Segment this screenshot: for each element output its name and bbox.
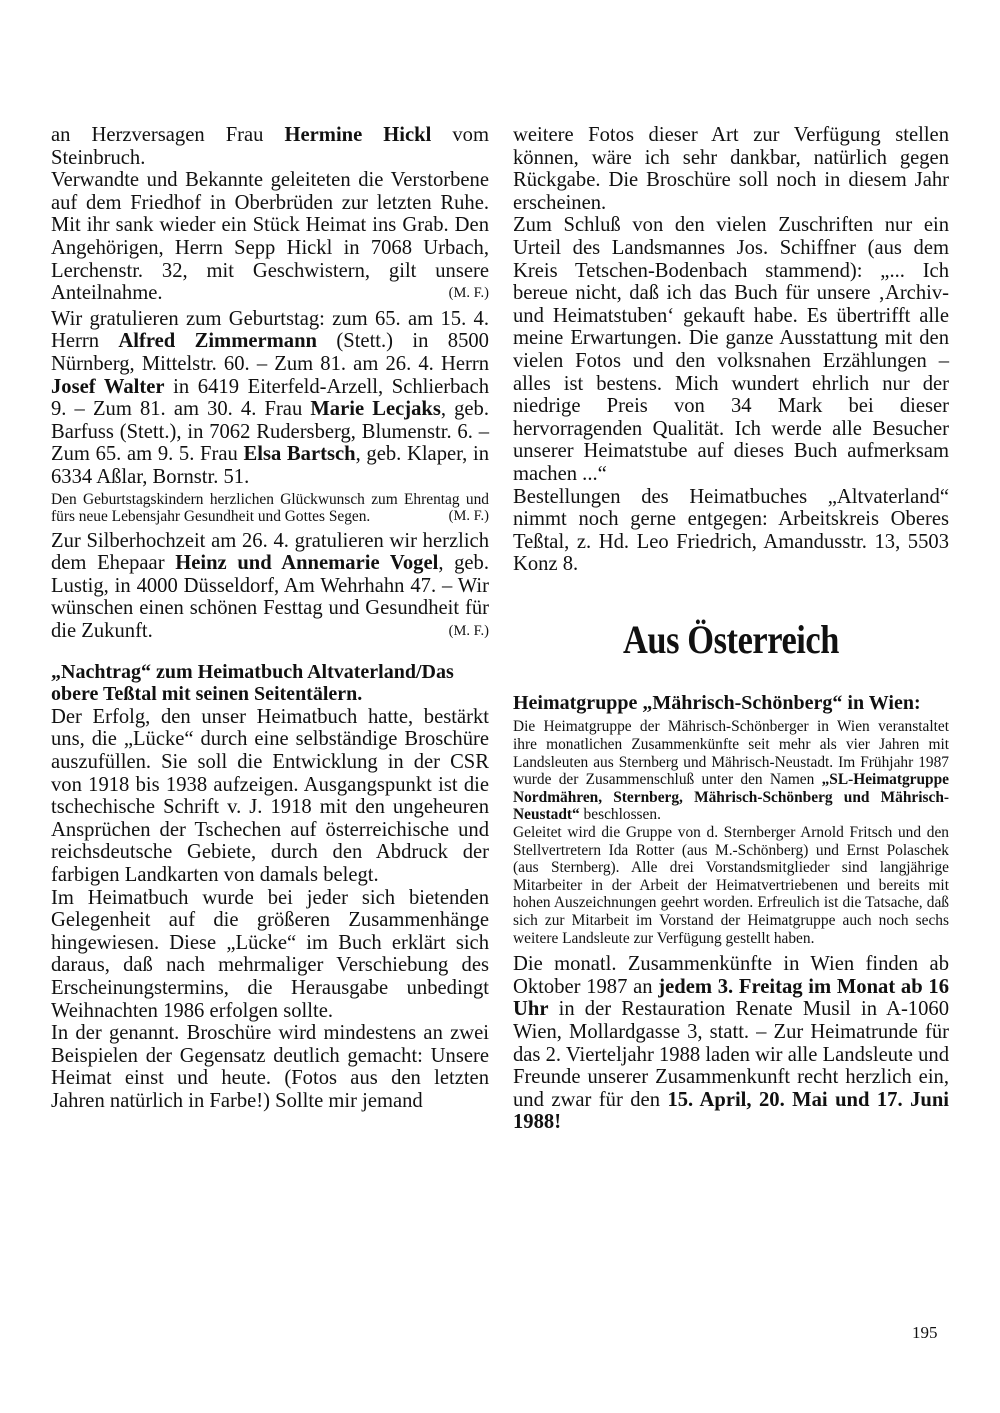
text-run: , geb. Barfuss (Stett.), in 7062 Rudersberg, Blumenstr. 6. – Zum 65. am 9. 5. Frau	[51, 398, 489, 466]
text-run: Zum Schluß von den vielen Zuschriften nur ein Urteil des Landsmannes Jos. Schiffner (aus dem Kreis Tetschen-Bodenbach stammend): „... Ich bereue nicht, daß ich das Buch für unsere ‚Archiv- und Heimatstuben‘ gekauft habe. Es übertrifft alle meine Erwartungen. Die ganze Ausstattung mit den vielen Fotos und den volksnahen Erzählungen – alles ist bestens. Mich wundert ehrlich nur der niedrige Preis von 34 Mark bei dieser hervorragenden Qualität. Ich werde alle Besucher unserer Heimatstube auf dieses Buch aufmerksam machen ...“	[513, 214, 949, 485]
anniversary-congratulations	[51, 530, 489, 643]
bold-name: Marie Lecjaks	[310, 398, 441, 421]
text-run: Die Heimatgruppe der Mährisch-Schönberger in Wien veranstaltet ihre monatlichen Zusammenkünfte seit mehr als vier Jahren mit Landsleuten aus Sternberg und Mährisch-Neustadt. Im Frühjahr 1987 wurde der Zusammenschluß unter den Namen	[513, 718, 949, 789]
text-run: weitere Fotos dieser Art zur Verfügung stellen können, wäre ich sehr dankbar, natürlich gegen Rückgabe. Die Broschüre soll noch in diesem Jahr erscheinen.	[513, 124, 949, 214]
text-run: in der Restauration Renate Musil in A-1060 Wien, Mollardgasse 3, statt. – Zur Heimatrunde für das 2. Vierteljahr 1988 laden wir alle Landsleute und Freunde unserer Zusammenkunft recht herzlich ein, und zwar für den	[513, 998, 949, 1111]
text-run: Geleitet wird die Gruppe von d. Sternberger Arnold Fritsch und den Stellvertretern Ida Rotter (aus M.-Schönberg) und Ernst Polaschek (aus Sternberg). Alle drei Vorstandsmitglieder sind langjährige Mitarbeiter in der Arbeit der Heimatvertriebenen und bereits mit hohen Auszeichnungen geehrt worden. Erfreulich ist die Tatsache, daß sich zur Mitarbeit im Vorstand der Heimatgruppe auch noch sechs weitere Landsleute zur Verfügung gestellt haben.	[513, 824, 949, 947]
text-run: Die monatl. Zusammenkünfte in Wien finden ab Oktober 1987 an	[513, 953, 949, 998]
text-run: (Stett.) in 8500 Nürnberg, Mittelstr. 60. – Zum 81. am 26. 4. Herrn	[51, 330, 489, 375]
left-column	[51, 124, 489, 1113]
text-run: Zur Silberhochzeit am 26. 4. gratulieren wir herzlich dem Ehepaar	[51, 529, 489, 575]
article-paragraph	[51, 706, 489, 887]
page-number: 195	[912, 1323, 938, 1342]
bold-name: 15. April, 20. Mai und 17. Juni 1988!	[513, 1088, 949, 1134]
group-news	[513, 718, 949, 824]
text-run: beschlossen.	[579, 806, 661, 824]
right-column	[513, 124, 949, 1134]
anniversary-body	[51, 530, 489, 642]
birthday-wishes	[51, 491, 489, 526]
text-run: Verwandte und Bekannte geleiteten die Verstorbene auf dem Friedhof in Oberbrüden zur letzten Ruhe. Mit ihr sank wieder ein Stück Heimat ins Grab. Den Angehörigen, Herrn Sepp Hickl in 7068 Urbach, Lerchenstr. 32, mit Geschwistern, gilt unsere Anteilnahme.	[51, 169, 489, 305]
obituary-text	[51, 169, 489, 305]
author-signature: (M. F.)	[448, 508, 489, 525]
text-run: Den Geburtstagskindern herzlichen Glückwunsch zum Ehrentag und fürs neue Lebensjahr Gesundheit und Gottes Segen.	[51, 490, 489, 526]
article-paragraph	[513, 124, 949, 214]
text-run: vom Steinbruch.	[51, 124, 489, 169]
author-signature: (M. F.)	[448, 285, 489, 302]
text-run: , geb. Klaper, in 6334 Aßlar, Bornstr. 51.	[51, 443, 490, 488]
text-run: Im Heimatbuch wurde bei jeder sich bietenden Gelegenheit auf die größeren Zusammenhänge hingewiesen. Diese „Lücke“ im Buch erklärt sich daraus, daß nach mehrmaliger Verschiebung des Erscheinungstermins, die Herausgabe unbedingt Weihnachten 1986 erfolgen sollte.	[51, 886, 489, 1022]
text-run: in 6419 Eiterfeld-Arzell, Schlierbach 9. – Zum 81. am 30. 4. Frau	[51, 375, 489, 421]
meeting-info	[513, 953, 949, 1134]
bold-name: Alfred Zimmermann	[118, 330, 318, 353]
author-signature: (M. F.)	[448, 623, 489, 640]
bold-name: „SL-Heimatgruppe Nordmähren, Sternberg, Mährisch-Schönberg und Mährisch-Neustadt“	[513, 771, 949, 824]
text-run: Der Erfolg, den unser Heimatbuch hatte, bestärkt uns, die „Lücke“ durch eine selbständige Broschüre auszufüllen. Sie soll die Entwicklung in der CSR von 1918 bis 1938 aufzeigen. Ausgangspunkt ist die tschechische Schrift v. J. 1918 mit den ungeheuren Ansprüchen der Tschechen auf österreichische und reichsdeutsche Gebiete, durch den Abdruck der farbigen Landkarten von damals belegt.	[51, 705, 489, 886]
text-run: Bestellungen des Heimatbuches „Altvaterland“ nimmt noch gerne entgegen: Arbeitskreis Oberes Teßtal, z. Hd. Leo Friedrich, Amandusstr. 13, 5503 Konz 8.	[513, 485, 949, 576]
obituary-intro	[51, 124, 489, 169]
bold-name: jedem 3. Freitag im Monat ab 16 Uhr	[513, 975, 949, 1021]
birthday-wishes-body	[51, 491, 489, 526]
section-title: Aus Österreich	[623, 616, 839, 662]
text-run: Wir gratulieren zum Geburtstag: zum 65. am 15. 4. Herrn	[51, 307, 489, 353]
article-paragraph	[51, 887, 489, 1023]
text-run: an Herzversagen Frau	[51, 124, 285, 146]
article-heading: Heimatgruppe „Mährisch-Schönberg“ in Wien:	[513, 691, 921, 714]
text-run: In der genannt. Broschüre wird mindestens an zwei Beispielen der Gegensatz deutlich gemacht: Unsere Heimat einst und heute. (Fotos aus den letzten Jahren natürlich in Farbe!) Sollte mir jemand	[51, 1022, 489, 1112]
article-paragraph	[51, 1022, 489, 1112]
bold-name: Hermine Hickl	[284, 124, 432, 146]
article-paragraph	[513, 214, 949, 485]
order-info	[513, 486, 949, 576]
birthday-congratulations	[51, 308, 489, 489]
text-run: , geb. Lustig, in 4000 Düsseldorf, Am Wehrhahn 47. – Wir wünschen einen schönen Festtag und Gesundheit für die Zukunft.	[51, 552, 489, 643]
bold-name: Josef Walter	[51, 375, 165, 398]
obituary-body	[51, 169, 489, 304]
bold-name: Elsa Bartsch	[243, 443, 356, 466]
article-heading: „Nachtrag“ zum Heimatbuch Altvaterland/Das obere Teßtal mit seinen Seitentälern.	[51, 660, 454, 706]
bold-name: Heinz und Annemarie Vogel	[175, 552, 439, 575]
group-news	[513, 824, 949, 947]
